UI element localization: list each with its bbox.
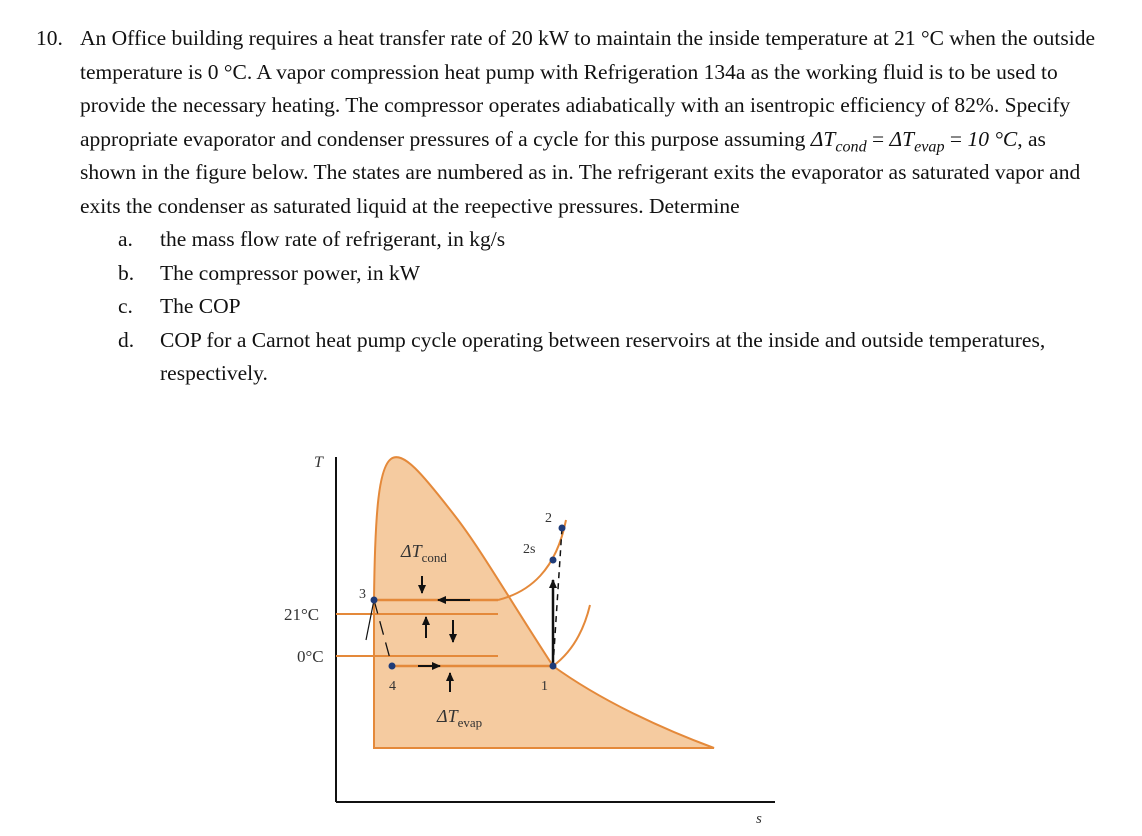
part-d-label: d.	[118, 327, 135, 352]
t-axis-label: T	[314, 454, 323, 471]
state-label-3: 3	[359, 587, 366, 602]
part-a-label: a.	[118, 227, 133, 251]
temp-label-0c: 0°C	[297, 647, 324, 666]
stem-text-before: An Office building requires a heat transfer rate of 20 kW to maintain the inside temperature at 21 °C when the outside temperature is 0 °C. A vapor compression heat pump with Refrigeration 134a as the working fluid is to be used to provide the necessary heating. The compressor operates adiabatically with an isentropic efficiency of 82%. Specify appropriate evaporator and condenser pressures of a cycle for this purpose assuming	[80, 26, 1096, 151]
delta-t-cond-label-main: ΔT	[401, 541, 422, 561]
state-label-2s: 2s	[523, 542, 536, 557]
state-point-2s	[550, 557, 557, 564]
evaporator-pressure-curve	[553, 605, 590, 666]
equals-sign-1: =	[866, 126, 890, 151]
equals-sign-2: =	[944, 126, 968, 151]
state-label-4: 4	[389, 679, 396, 694]
state-point-2	[559, 525, 566, 532]
part-b-text: The compressor power, in kW	[160, 260, 421, 285]
delta-t-evap-label-main: ΔT	[437, 706, 458, 726]
delta-t-evap-label-sub: evap	[457, 715, 483, 730]
delta-t-cond-subscript: cond	[835, 138, 867, 156]
part-b-label: b.	[118, 260, 135, 285]
state-point-1	[550, 663, 557, 670]
expansion-line-narrow	[366, 600, 374, 640]
delta-t-evap-symbol: ΔT	[889, 126, 915, 151]
part-c-text: The COP	[160, 294, 241, 318]
stem-text-after: , as shown in the figure below. The states are numbered as in. The refrigerant exits the evaporator as saturated vapor and exits the condenser as saturated liquid at the reepective pressures. Determine	[80, 126, 1081, 218]
state-label-2: 2	[545, 511, 552, 526]
state-label-1: 1	[541, 679, 548, 694]
part-c-label: c.	[118, 294, 133, 318]
question-number: 10.	[36, 26, 63, 50]
part-a-text: the mass flow rate of refrigerant, in kg/s	[160, 227, 506, 251]
state-point-3	[371, 597, 378, 604]
delta-t-cond-symbol: ΔT	[810, 126, 836, 151]
vapor-dome	[374, 457, 714, 748]
state-point-4	[389, 663, 396, 670]
ten-degrees-value: 10 °C	[967, 126, 1018, 151]
temp-label-21c: 21°C	[284, 605, 320, 624]
part-d-text: COP for a Carnot heat pump cycle operating between reservoirs at the inside and outside temperatures, respectively.	[160, 327, 1046, 385]
delta-t-evap-subscript: evap	[914, 138, 945, 156]
delta-t-cond-label-sub: cond	[421, 550, 447, 565]
s-axis-label: s	[756, 811, 762, 827]
